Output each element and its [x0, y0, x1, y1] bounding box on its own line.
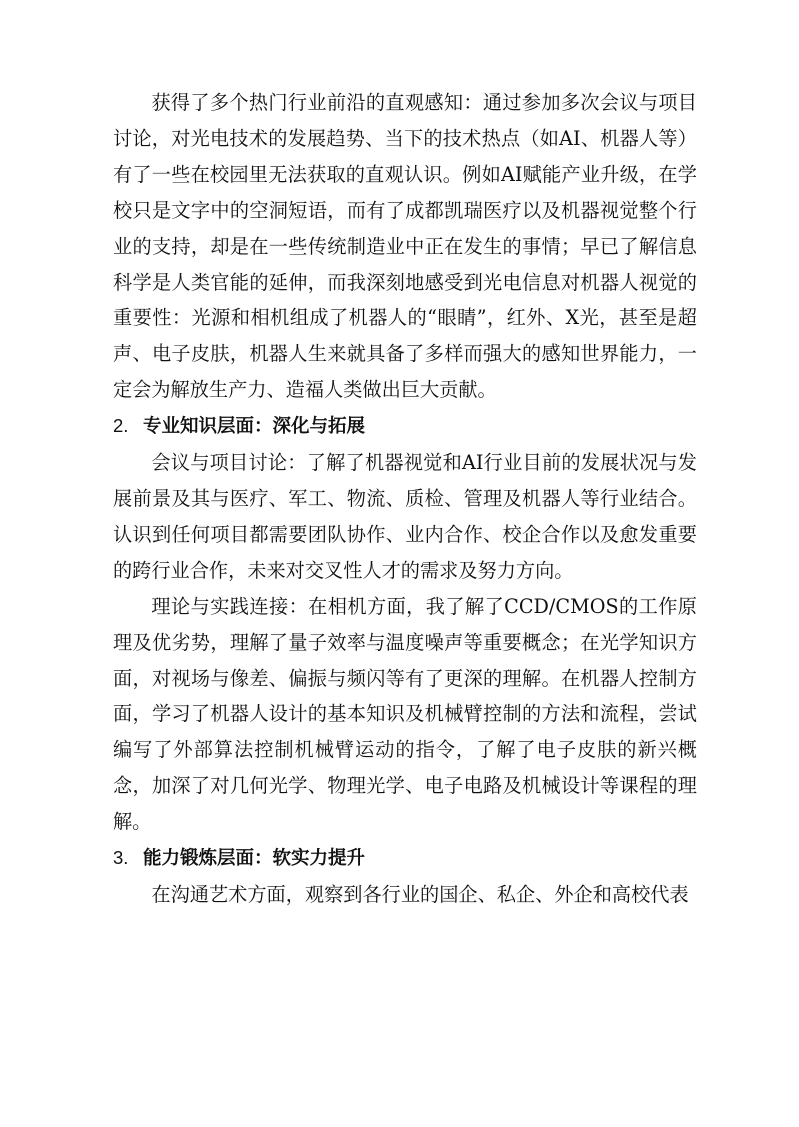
section-number: 2. — [113, 415, 129, 437]
document-body — [113, 85, 697, 913]
section-title: 专业知识层面：深化与拓展 — [143, 416, 366, 438]
paragraph-theory-practice: 理论与实践连接：在相机方面，我了解了CCD/CMOS的工作原理及优劣势，理解了量子效率与温度噪声等重要概念；在光学知识方面，对视场与像差、偏振与频闪等有了更深的理解。在机器人控制方面，学习了机器人设计的基本知识及机械臂控制的方法和流程，尝试编写了外部算法控制机械臂运动的指令，了解了电子皮肤的新兴概念，加深了对几何光学、物理光学、电子电路及机械设计等课程的理解。 — [113, 594, 697, 834]
section-title: 能力锻炼层面：软实力提升 — [143, 848, 366, 870]
paragraph-ai-perception: 获得了多个热门行业前沿的直观感知：通过参加多次会议与项目讨论，对光电技术的发展趋势、当下的技术热点（如AI、机器人等）有了一些在校园里无法获取的直观认识。例如AI赋能产业升级，在学校只是文字中的空洞短语，而有了成都凯瑞医疗以及机器视觉整个行业的支持，却是在一些传统制造业中正在发生的事情；早已了解信息科学是人类官能的延伸，而我深刻地感受到光电信息对机器人视觉的重要性：光源和相机组成了机器人的“眼睛”，红外、X光，甚至是超声、电子皮肤，机器人生来就具备了多样而强大的感知世界能力，一定会为解放生产力、造福人类做出巨大贡献。 — [113, 91, 697, 402]
section-number: 3. — [113, 847, 129, 869]
paragraph-communication: 在沟通艺术方面，观察到各行业的国企、私企、外企和高校代表 — [151, 882, 689, 906]
section-heading-professional-knowledge — [113, 408, 697, 445]
paragraph-meetings-discussion: 会议与项目讨论：了解了机器视觉和AI行业目前的发展状况与发展前景及其与医疗、军工、物流、质检、管理及机器人等行业结合。认识到任何项目都需要团队协作、业内合作、校企合作以及愈发重要的跨行业合作，未来对交叉性人才的需求及努力方向。 — [113, 451, 697, 582]
section-heading-ability-training — [113, 840, 697, 877]
